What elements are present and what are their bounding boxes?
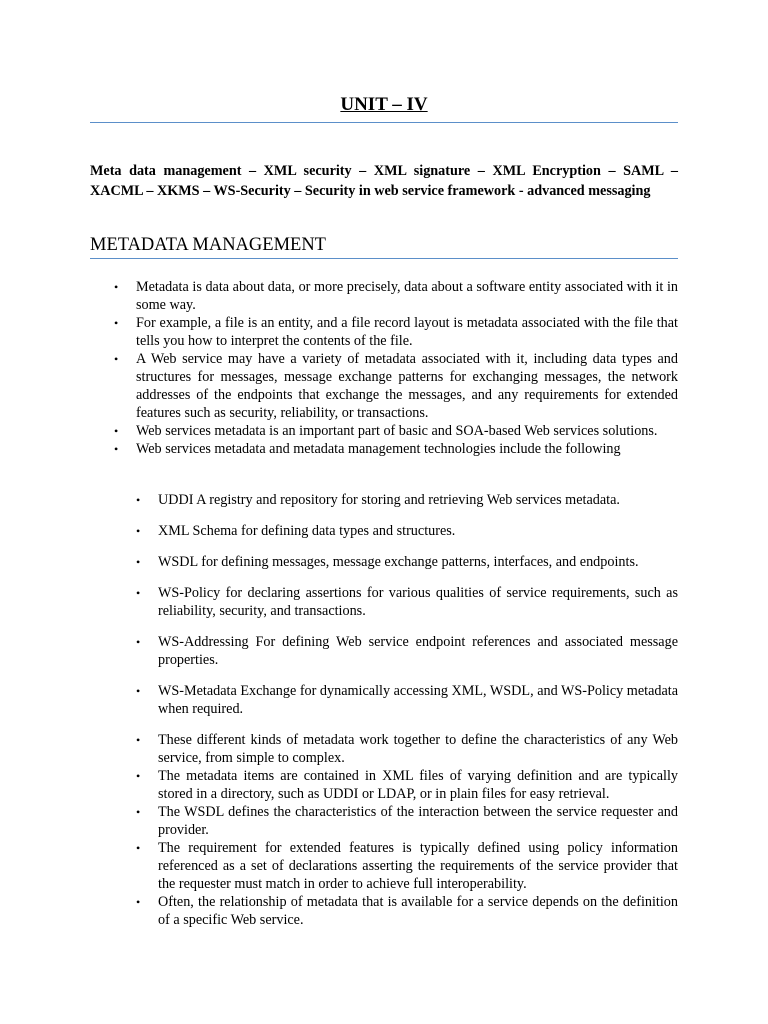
list-item [136, 731, 678, 767]
list-item [136, 682, 678, 718]
list-item-text: A Web service may have a variety of metadata associated with it, including data types and structures for messages, message exchange patterns for exchanging messages, the network addresses of the endpoints that exchange the messages, and any requirements for extended features such as security, reliability, or transactions. [136, 351, 678, 421]
list-item [136, 893, 678, 929]
bullet-icon: • [136, 635, 141, 649]
list-item-text: Web services metadata and metadata management technologies include the following [136, 441, 621, 457]
list-item-text: XML Schema for defining data types and structures. [158, 523, 456, 539]
list-item [136, 491, 678, 509]
list-item [136, 803, 678, 839]
bullet-icon: • [136, 769, 141, 783]
list-item-text: These different kinds of metadata work together to define the characteristics of any Web service, from simple to complex. [158, 732, 678, 766]
list-item-text: For example, a file is an entity, and a file record layout is metadata associated with the file that tells you how to interpret the contents of the file. [136, 315, 678, 349]
list-item [114, 314, 678, 350]
section-heading: METADATA MANAGEMENT [90, 235, 326, 255]
list-item-text: WS-Addressing For defining Web service endpoint references and associated message properties. [158, 634, 678, 668]
list-item [136, 839, 678, 893]
bullet-icon: • [136, 524, 141, 538]
list-item-text: WS-Policy for declaring assertions for various qualities of service requirements, such as reliability, security, and transactions. [158, 585, 678, 619]
technology-bullet-list [136, 491, 678, 731]
list-item-text: The metadata items are contained in XML files of varying definition and are typically stored in a directory, such as UDDI or LDAP, or in plain files for easy retrieval. [158, 768, 678, 802]
list-item-text: Metadata is data about data, or more precisely, data about a software entity associated with it in some way. [136, 279, 678, 313]
list-item [136, 633, 678, 669]
list-item-text: Often, the relationship of metadata that is available for a service depends on the definition of a specific Web service. [158, 894, 678, 928]
bullet-icon: • [136, 586, 141, 600]
bullet-icon: • [114, 424, 119, 438]
bullet-icon: • [114, 280, 119, 294]
list-item [114, 278, 678, 314]
bullet-icon: • [114, 352, 119, 366]
bullet-icon: • [136, 895, 141, 909]
bullet-icon: • [136, 684, 141, 698]
list-item-text: WS-Metadata Exchange for dynamically accessing XML, WSDL, and WS-Policy metadata when required. [158, 683, 678, 717]
list-item [114, 422, 678, 440]
bullet-icon: • [114, 442, 119, 456]
unit-title: UNIT – IV [340, 94, 428, 115]
bullet-icon: • [136, 555, 141, 569]
list-item-text: The requirement for extended features is typically defined using policy information referenced as a set of declarations asserting the requirements of the service provider that the requester must match in order to achieve full interoperability. [158, 840, 678, 892]
list-item-text: The WSDL defines the characteristics of the interaction between the service requester and provider. [158, 804, 678, 838]
bullet-icon: • [114, 316, 119, 330]
list-item [136, 553, 678, 571]
bullet-icon: • [136, 493, 141, 507]
list-item [114, 440, 678, 458]
list-item-text: WSDL for defining messages, message exchange patterns, interfaces, and endpoints. [158, 554, 639, 570]
syllabus-topics: Meta data management – XML security – XML signature – XML Encryption – SAML – XACML – XKMS – WS-Security – Security in web service framework - advanced messaging [90, 163, 678, 199]
section-divider [90, 258, 678, 259]
list-item [136, 584, 678, 620]
list-item-text: Web services metadata is an important part of basic and SOA-based Web services solutions. [136, 423, 658, 439]
title-divider [90, 122, 678, 123]
closing-bullet-list [136, 731, 678, 929]
bullet-icon: • [136, 805, 141, 819]
bullet-icon: • [136, 733, 141, 747]
list-item [136, 522, 678, 540]
bullet-icon: • [136, 841, 141, 855]
list-item [114, 350, 678, 422]
list-item-text: UDDI A registry and repository for storing and retrieving Web services metadata. [158, 492, 620, 508]
intro-bullet-list [114, 278, 678, 458]
list-item [136, 767, 678, 803]
